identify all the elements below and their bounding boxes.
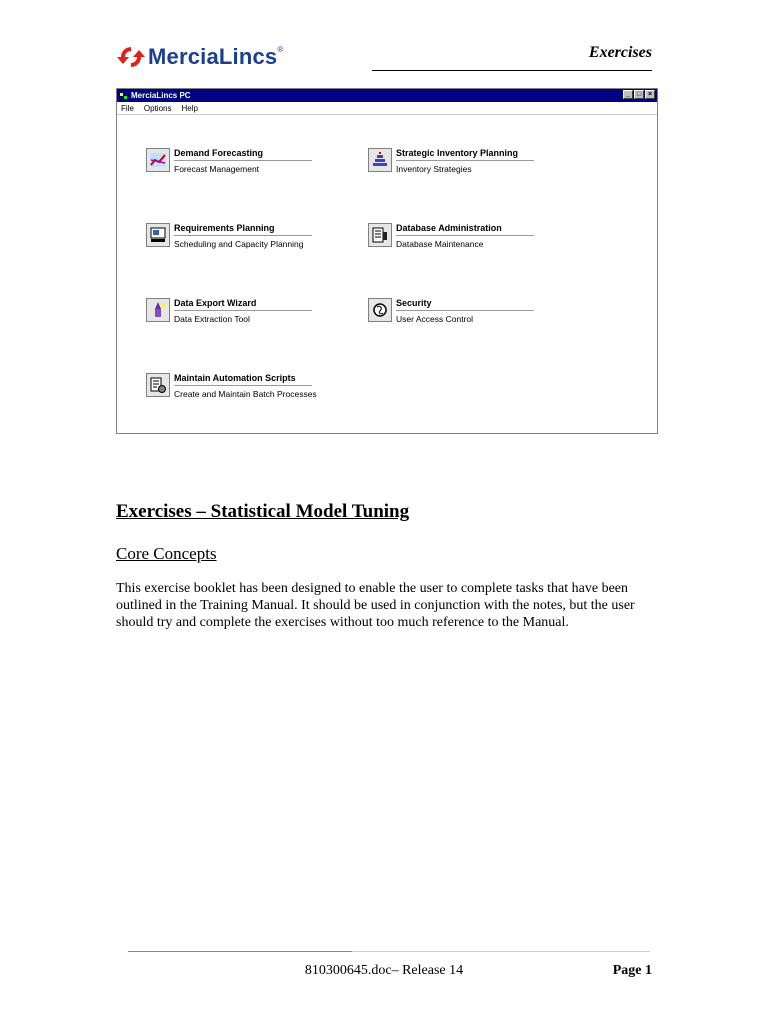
minimize-button[interactable]: _ (623, 90, 633, 99)
module-requirements-planning[interactable] (146, 223, 312, 249)
page-header (0, 0, 768, 80)
demand-forecasting-icon[interactable] (146, 148, 170, 172)
module-maintain-automation-scripts[interactable] (146, 373, 317, 399)
window-system-icon[interactable] (120, 92, 128, 100)
module-title: Maintain Automation Scripts (174, 373, 312, 386)
module-title: Requirements Planning (174, 223, 312, 236)
logo-registered-mark: ® (277, 44, 284, 54)
module-strategic-inventory-planning[interactable] (368, 148, 534, 174)
maximize-button[interactable]: □ (634, 90, 644, 99)
database-admin-icon[interactable] (368, 223, 392, 247)
document-title: Exercises – Statistical Model Tuning (116, 501, 410, 522)
module-title: Security (396, 298, 534, 311)
mercialincs-logo (116, 40, 283, 74)
window-titlebar (117, 89, 657, 102)
intro-paragraph: This exercise booklet has been designed to enable the user to complete tasks that have been outlined in the Training Manual. It should be used in conjunction with the notes, but the user should try and complete the exercises without too much reference to the Manual. (116, 581, 635, 630)
module-subtitle: Create and Maintain Batch Processes (174, 389, 317, 399)
header-divider (372, 70, 652, 71)
footer-divider-accent (128, 951, 352, 952)
security-icon[interactable] (368, 298, 392, 322)
requirements-planning-icon[interactable] (146, 223, 170, 247)
inventory-planning-icon[interactable] (368, 148, 392, 172)
module-demand-forecasting[interactable] (146, 148, 312, 174)
module-subtitle: User Access Control (396, 314, 473, 324)
footer-document-name: 810300645.doc– Release 14 (304, 963, 464, 978)
export-wizard-icon[interactable] (146, 298, 170, 322)
menu-file[interactable]: File (121, 103, 134, 113)
menu-help[interactable]: Help (181, 103, 198, 113)
automation-scripts-icon[interactable] (146, 373, 170, 397)
module-title: Data Export Wizard (174, 298, 312, 311)
module-data-export-wizard[interactable] (146, 298, 312, 324)
footer-page-number: Page 1 (612, 963, 652, 978)
logo-text: MerciaLincs (148, 44, 278, 69)
section-heading: Core Concepts (116, 544, 217, 563)
window-title: MerciaLincs PC (131, 91, 191, 100)
module-subtitle: Forecast Management (174, 164, 260, 174)
logo-arrows-icon (116, 44, 146, 70)
module-title: Demand Forecasting (174, 148, 312, 161)
module-subtitle: Data Extraction Tool (174, 314, 250, 324)
window-body (117, 115, 657, 433)
module-database-administration[interactable] (368, 223, 534, 249)
module-subtitle: Scheduling and Capacity Planning (174, 239, 304, 249)
close-button[interactable]: × (645, 90, 655, 99)
window-controls (623, 90, 655, 99)
window-menubar (117, 102, 657, 115)
module-title: Strategic Inventory Planning (396, 148, 534, 161)
app-window-screenshot (116, 88, 658, 434)
header-section-title: Exercises (588, 44, 652, 61)
module-subtitle: Inventory Strategies (396, 164, 472, 174)
module-subtitle: Database Maintenance (396, 239, 484, 249)
module-security[interactable] (368, 298, 534, 324)
menu-options[interactable]: Options (143, 103, 172, 113)
module-title: Database Administration (396, 223, 534, 236)
